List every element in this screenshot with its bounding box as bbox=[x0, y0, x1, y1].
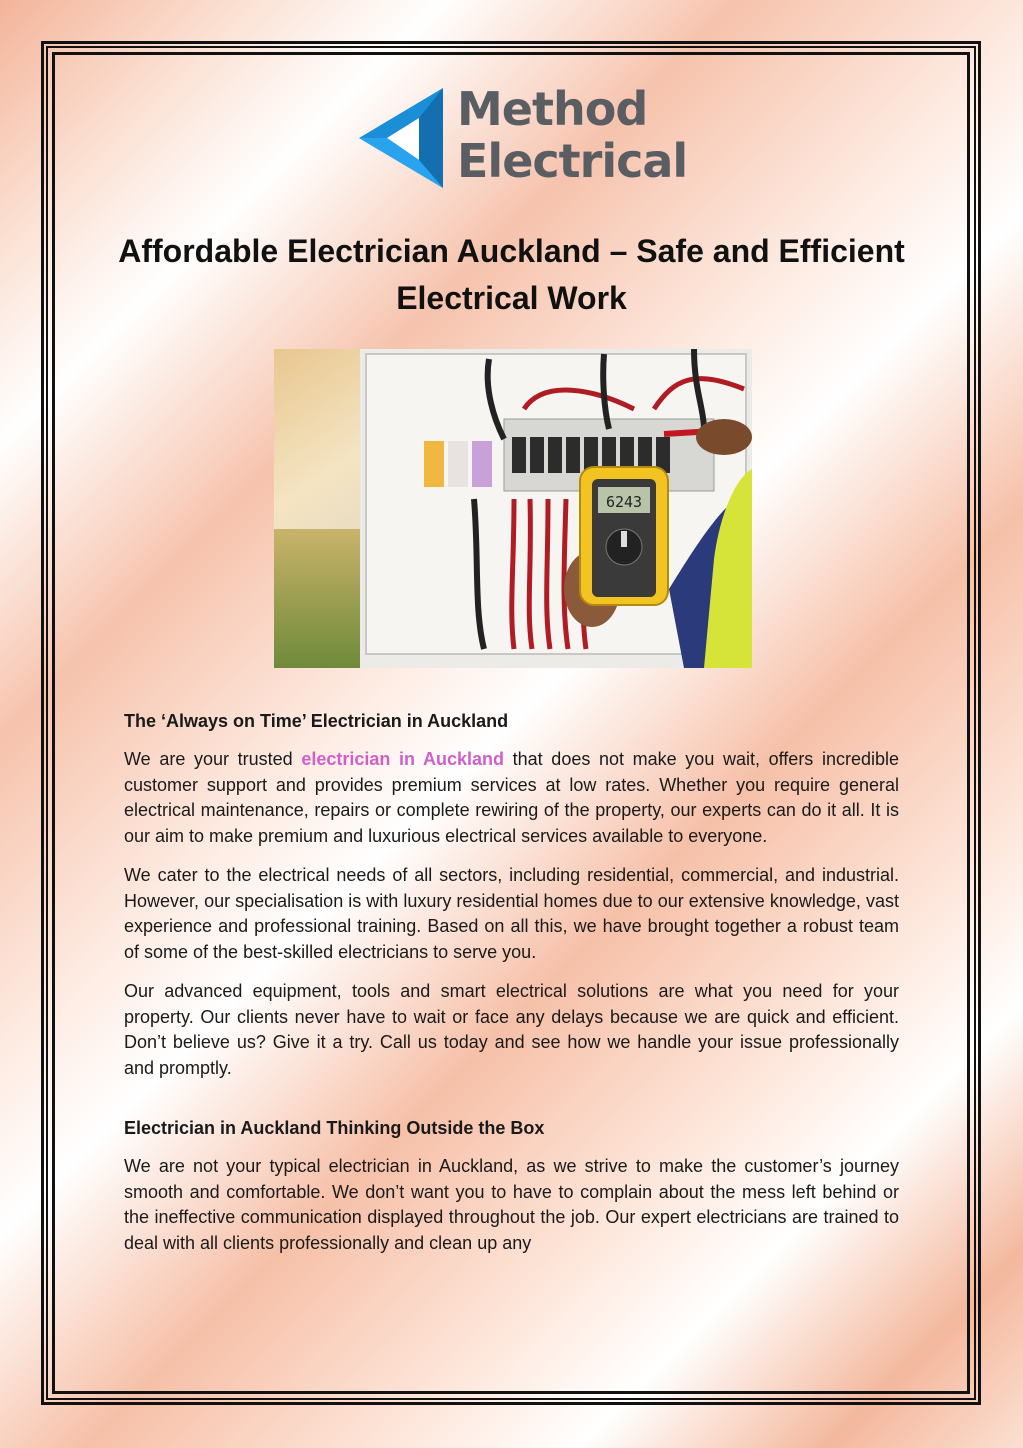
logo-line-electrical: Electrical bbox=[457, 134, 688, 188]
meter-reading: 6243 bbox=[605, 493, 643, 511]
section-heading: The ‘Always on Time’ Electrician in Auckland bbox=[124, 711, 509, 731]
method-electrical-logo bbox=[357, 82, 688, 192]
logo-triangle-icon bbox=[357, 84, 449, 192]
paragraph: Our advanced equipment, tools and smart electrical solutions are what you need for your property. Our clients never have to wait or face any delays because we are quick and efficient. Don’t believe us? Give it a try. Call us today and see how we handle your issue professionally and promptly. bbox=[124, 981, 899, 1078]
paragraph: We are not your typical electrician in Auckland, as we strive to make the customer’s journey smooth and comfortable. We don’t want you to have to complain about the mess left behind or the ineffective communication displayed throughout the job. Our expert electricians are trained to deal with all clients professionally and clean up any bbox=[124, 1156, 899, 1253]
electrician-auckland-link[interactable]: electrician in Auckland bbox=[301, 749, 504, 769]
paragraph-text: that does not make you wait, offers incredible customer support and provides premium services at low rates. Whether you require general electrical maintenance, repairs or complete rewiring of the property, our experts can do it all. It is our aim to make premium and luxurious electrical services available to everyone. bbox=[124, 749, 899, 846]
logo-wordmark bbox=[457, 82, 688, 188]
electrician-photo bbox=[274, 349, 752, 668]
paragraph-text: We are your trusted bbox=[124, 749, 302, 769]
paragraph: We cater to the electrical needs of all sectors, including residential, commercial, and industrial. However, our specialisation is with luxury residential homes due to our extensive knowledge, vast experience and professional training. Based on all this, we have brought together a robust team of some of the best-skilled electricians to serve you. bbox=[124, 865, 899, 962]
section-heading: Electrician in Auckland Thinking Outside the Box bbox=[124, 1118, 545, 1138]
paragraph bbox=[124, 747, 899, 849]
page-title: Affordable Electrician Auckland – Safe and Efficient Electrical Work bbox=[118, 233, 905, 316]
article-body bbox=[124, 708, 899, 1256]
logo-line-method: Method bbox=[457, 82, 648, 136]
